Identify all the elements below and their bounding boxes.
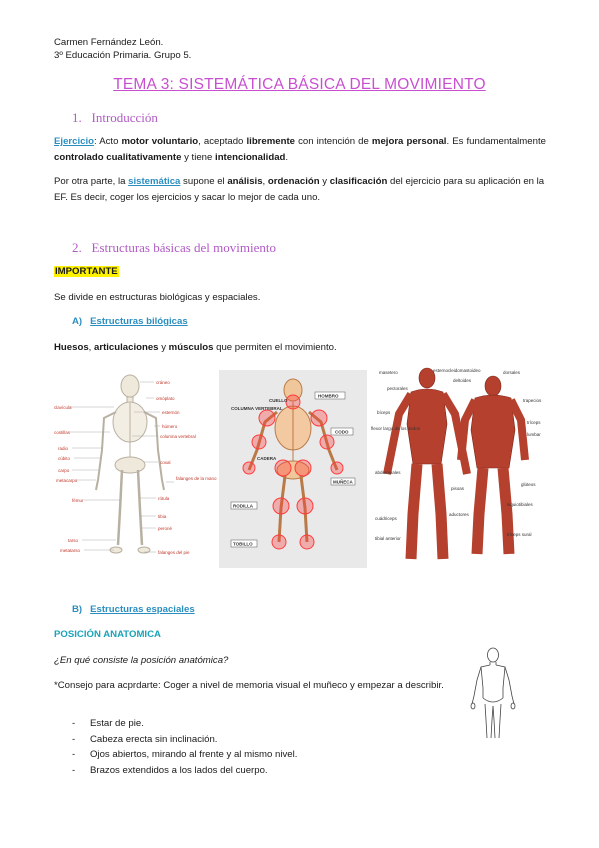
question-text: ¿En qué consiste la posición anatómica?: [54, 655, 229, 666]
subsection-label[interactable]: Estructuras espaciales: [90, 604, 195, 615]
label-rotula: rótula: [158, 496, 170, 501]
text: ,: [262, 176, 268, 187]
label-triceps-sural: tríceps sural: [507, 532, 532, 537]
muscles-illustration: [371, 364, 545, 574]
definition-paragraph: [54, 134, 546, 166]
text: con intención de: [295, 136, 372, 147]
bold-text: controlado cualitativamente: [54, 152, 182, 163]
author-course: 3º Educación Primaria. Grupo 5.: [54, 50, 192, 61]
label-triceps: tríceps: [527, 420, 541, 425]
label-biceps: bíceps: [377, 410, 391, 415]
subsection-letter: A): [72, 316, 83, 327]
bold-text: mejora personal: [371, 136, 447, 147]
bold-text: Huesos: [54, 342, 89, 353]
text: : Acto: [94, 136, 122, 147]
term-ejercicio[interactable]: Ejercicio: [54, 136, 94, 147]
label-femur: fémur: [72, 498, 84, 503]
label-codo: CODO: [335, 429, 349, 435]
text: supone el: [180, 176, 228, 187]
label-humero: húmero: [162, 424, 178, 429]
bold-text: ordenación: [267, 176, 320, 187]
subsection-label[interactable]: Estructuras bilógicas: [90, 316, 188, 327]
label-metatarso: metatarso: [60, 548, 81, 553]
list-item: - Ojos abiertos, mirando al frente y al mismo nivel.: [72, 747, 297, 763]
bold-text: articulaciones: [94, 342, 159, 353]
label-falanges-pie: falanges del pie: [158, 550, 190, 555]
text: , aceptado: [198, 136, 247, 147]
label-cadera: CADERA: [257, 456, 277, 461]
label-tibial: tibial anterior: [375, 536, 401, 541]
sistematica-paragraph: [54, 174, 546, 206]
label-coxal: coxal: [160, 460, 171, 465]
text: del ejercicio para su aplicación en la EF. Es decir, coger los ejercicios y sacar lo mejor de cada uno.: [54, 176, 545, 203]
label-isquiotibiales: isquiotibiales: [507, 502, 533, 507]
label-muneca: MUÑECA: [333, 479, 353, 485]
bold-text: músculos: [168, 342, 214, 353]
label-falanges-mano: falanges de la mano: [176, 476, 217, 481]
label-abdominales: abdominales: [375, 470, 401, 475]
page-title: TEMA 3: SISTEMÁTICA BÁSICA DEL MOVIMIENTO: [113, 76, 486, 93]
human-outline-icon: [465, 646, 521, 742]
label-tobillo: TOBILLO: [233, 541, 253, 547]
list-item: - Brazos extendidos a los lados del cuerpo.: [72, 763, 297, 779]
label-esternon: esternón: [162, 410, 180, 415]
joints-image: [219, 370, 367, 568]
label-columna-vertebral: COLUMNA VERTEBRAL: [231, 406, 283, 411]
label-craneo: cráneo: [156, 380, 170, 385]
label-deltoides: deltoides: [453, 378, 472, 383]
bold-text: libremente: [246, 136, 296, 147]
section2-heading: [72, 240, 276, 256]
text: . Es fundamentalmente: [446, 136, 546, 147]
important-highlight: IMPORTANTE: [55, 266, 118, 277]
label-esternocleidomastoideo: esternocleidomastoideo: [433, 368, 481, 373]
text: y tiene: [181, 152, 216, 163]
text: y: [158, 342, 169, 353]
text: que permiten el movimiento.: [213, 342, 337, 353]
bold-text: motor voluntario: [121, 136, 199, 147]
label-pisoas: pisoas: [451, 486, 465, 491]
section1-number: 1.: [72, 110, 82, 125]
skeleton-illustration: [54, 370, 217, 560]
section2-title: Estructuras básicas del movimiento: [91, 240, 276, 255]
label-cubito: cúbito: [58, 456, 71, 461]
author-name: Carmen Fernández León.: [54, 37, 164, 48]
joints-illustration: [219, 370, 367, 568]
label-tibia: tibia: [158, 514, 167, 519]
subsection-b-heading: [72, 604, 195, 615]
term-sistematica[interactable]: sistemática: [128, 176, 181, 187]
bio-paragraph: [54, 340, 546, 356]
label-hombro: HOMBRO: [318, 393, 339, 399]
label-masetero: masetero: [379, 370, 398, 375]
anatomical-figure: [465, 646, 521, 742]
section2-number: 2.: [72, 240, 82, 255]
label-dorsales: dorsales: [503, 370, 521, 375]
label-tarso: tarso: [68, 538, 79, 543]
tip-text: *Consejo para acprdarte: Coger a nivel de memoria visual el muñeco y empezar a describir.: [54, 680, 444, 691]
label-columna: columna vertebral: [160, 434, 196, 439]
subsection-letter: B): [72, 604, 83, 615]
label-trapecios: trapecios: [523, 398, 542, 403]
label-metacarpo: metacarpo: [56, 478, 78, 483]
label-perone: peroné: [158, 526, 173, 531]
label-lumbar: lumbar: [527, 432, 541, 437]
bullet-list: [72, 716, 297, 778]
label-cuadriceps: cuádriceps: [375, 516, 397, 521]
bold-text: intencionalidad: [215, 152, 286, 163]
text: ,: [88, 342, 94, 353]
skeleton-image: [54, 370, 217, 560]
text: y: [319, 176, 330, 187]
label-costillas: costillas: [54, 430, 71, 435]
text: Por otra parte, la: [54, 176, 129, 187]
label-cuello: CUELLO: [269, 398, 288, 403]
label-gluteos: glúteos: [521, 482, 536, 487]
label-clavicula: clavícula: [54, 405, 72, 410]
label-pectorales: pectorales: [387, 386, 408, 391]
label-omoplato: omóplato: [156, 396, 175, 401]
bold-text: análisis: [227, 176, 263, 187]
label-rodilla: RODILLA: [233, 503, 253, 509]
bold-text: clasificación: [329, 176, 388, 187]
important-label: [54, 266, 119, 277]
text: .: [285, 152, 289, 163]
structures-intro: Se divide en estructuras biológicas y espaciales.: [54, 292, 261, 303]
section1-title: Introducción: [91, 110, 158, 125]
subsection-a-heading: [72, 316, 188, 327]
label-radio: radio: [58, 446, 69, 451]
list-item: - Cabeza erecta sin inclinación.: [72, 732, 297, 748]
posicion-anatomica-heading: POSICIÓN ANATOMICA: [54, 629, 161, 640]
author-block: [54, 36, 191, 62]
section1-heading: [72, 110, 158, 126]
label-flexor: flexor largo de los dedos: [371, 426, 421, 431]
label-carpo: carpo: [58, 468, 70, 473]
list-item: - Estar de pie.: [72, 716, 297, 732]
muscles-image: [371, 364, 545, 574]
label-aductores: aductores: [449, 512, 469, 517]
